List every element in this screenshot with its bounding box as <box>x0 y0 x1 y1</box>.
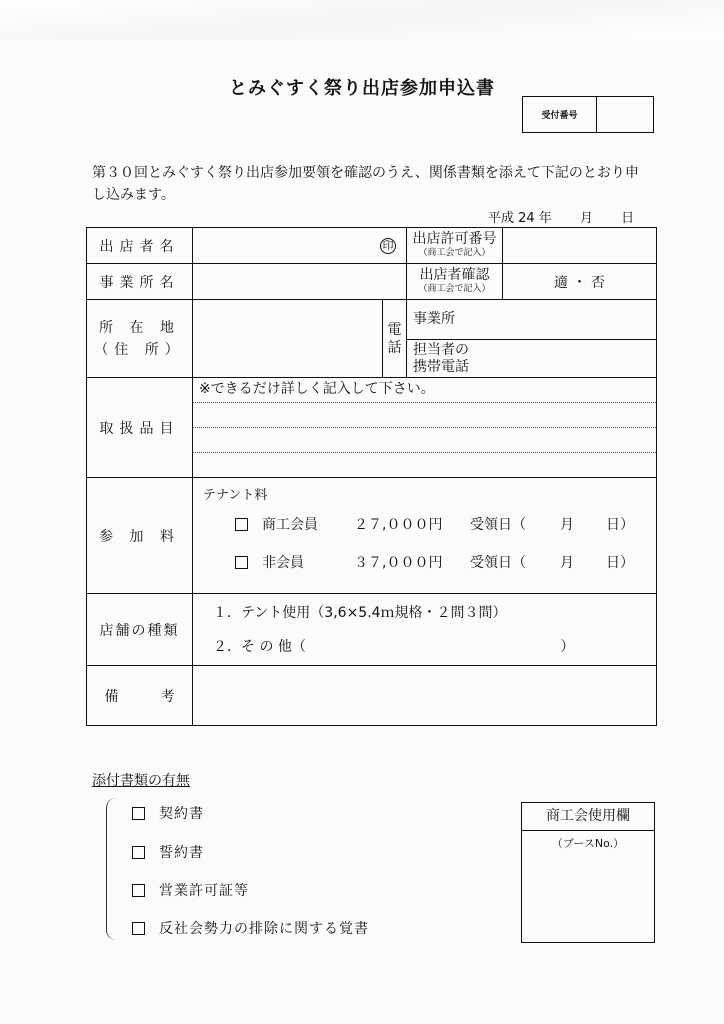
member-received-day: 日） <box>606 517 634 533</box>
form-title: とみぐすく祭り出店参加申込書 <box>229 78 495 99</box>
chamber-use-box <box>521 802 655 943</box>
store-option-other[interactable] <box>213 630 656 664</box>
shop-confirm-title: 出店者確認 <box>419 266 490 283</box>
business-name-field[interactable] <box>193 264 407 300</box>
intro-text: 第３０回とみぐすく祭り出店参加要領を確認のうえ、関係書類を添えて下記のとおり申し込みます。 <box>92 165 639 203</box>
items-label: 取扱品目 <box>87 378 193 478</box>
attachment-item[interactable] <box>132 918 369 938</box>
fee-row-nonmember <box>203 543 656 581</box>
member-checkbox[interactable] <box>235 518 248 531</box>
permit-number-label <box>407 228 503 264</box>
attachment-checkbox[interactable] <box>132 884 145 897</box>
nonmember-received: 受領日（ <box>470 555 526 571</box>
tent-fee-label: テナント料 <box>203 488 268 503</box>
permit-number-title: 出店許可番号 <box>412 230 497 247</box>
remarks-label: 備 考 <box>87 666 193 726</box>
items-line <box>193 403 656 428</box>
nonmember-received-day: 日） <box>606 555 634 571</box>
store-option-other-label: ２．そ の 他（ <box>213 638 306 655</box>
permit-chamber-note: （商工会で記入） <box>418 247 491 258</box>
shop-confirm-label <box>407 264 503 300</box>
permit-number-field[interactable] <box>503 228 657 264</box>
business-name-label: 事業所名 <box>87 264 193 300</box>
application-date <box>482 207 634 226</box>
paper-fold-shadow <box>0 0 724 40</box>
confirm-chamber-note: （商工会で記入） <box>418 283 491 294</box>
fee-label: 参 加 料 <box>87 478 193 594</box>
attachment-label: 営業許可証等 <box>159 883 249 899</box>
store-type-options <box>193 594 657 666</box>
date-year: 平成 24 年 <box>488 211 552 226</box>
attachment-item[interactable] <box>132 880 249 900</box>
phone-label-char2: 話 <box>387 339 402 356</box>
phone-label <box>383 300 407 378</box>
seal-stamp-mark: 印 <box>380 238 396 254</box>
attachment-label: 契約書 <box>159 806 204 822</box>
attachment-label: 反社会勢力の排除に関する覚書 <box>159 921 369 937</box>
shop-confirm-value: 適 ・ 否 <box>503 264 657 300</box>
store-option-other-close: ） <box>560 638 575 655</box>
items-note: ※できるだけ詳しく記入して下さい。 <box>193 378 656 403</box>
address-label <box>87 300 193 378</box>
items-line <box>193 453 656 477</box>
attachments-bracket <box>106 798 119 940</box>
member-received-month: 月 <box>560 517 574 533</box>
office-phone-label: 事業所 <box>413 311 455 327</box>
attachment-item[interactable] <box>132 842 204 862</box>
date-day: 日 <box>621 211 635 226</box>
attachment-item[interactable] <box>132 803 204 823</box>
items-field[interactable] <box>193 378 657 478</box>
application-form-table <box>86 227 657 726</box>
items-lines <box>193 378 656 477</box>
remarks-field[interactable] <box>193 666 657 726</box>
items-line <box>193 428 656 453</box>
member-received: 受領日（ <box>470 517 526 533</box>
contact-mobile-label-2: 携帯電話 <box>413 358 469 375</box>
address-label-line1: 所 在 地 <box>99 319 180 336</box>
fee-section <box>193 478 657 594</box>
attachment-label: 誓約書 <box>159 845 204 861</box>
store-type-label: 店舗の種類 <box>87 594 193 666</box>
attachment-checkbox[interactable] <box>132 922 145 935</box>
fee-row-member <box>203 505 656 543</box>
nonmember-label: 非会員 <box>262 555 304 571</box>
shop-name-field[interactable] <box>193 228 407 264</box>
chamber-use-title: 商工会使用欄 <box>522 803 654 831</box>
address-field[interactable] <box>193 300 383 378</box>
contact-mobile-label-1: 担当者の <box>413 341 469 358</box>
attachment-checkbox[interactable] <box>132 807 145 820</box>
date-month: 月 <box>579 211 593 226</box>
nonmember-checkbox[interactable] <box>235 556 248 569</box>
receipt-number-box <box>522 96 654 133</box>
address-label-line2: （住 所） <box>94 341 185 358</box>
phone-label-char1: 電 <box>387 321 402 338</box>
attachments-title: 添付書類の有無 <box>92 773 190 789</box>
nonmember-received-month: 月 <box>560 555 574 571</box>
member-label: 商工会員 <box>262 517 318 533</box>
contact-mobile-field[interactable] <box>407 340 657 378</box>
office-phone-field[interactable] <box>407 300 657 340</box>
nonmember-amount: ３７,０００円 <box>354 555 443 571</box>
member-amount: ２７,０００円 <box>354 517 443 533</box>
store-option-tent[interactable]: １．テント使用（3,6×5.4ｍ規格・２間３間） <box>213 604 507 621</box>
shop-name-label: 出店者名 <box>87 228 193 264</box>
booth-number-label: （ブースNo.） <box>551 837 625 850</box>
receipt-number-label: 受付番号 <box>523 97 597 132</box>
attachment-checkbox[interactable] <box>132 846 145 859</box>
